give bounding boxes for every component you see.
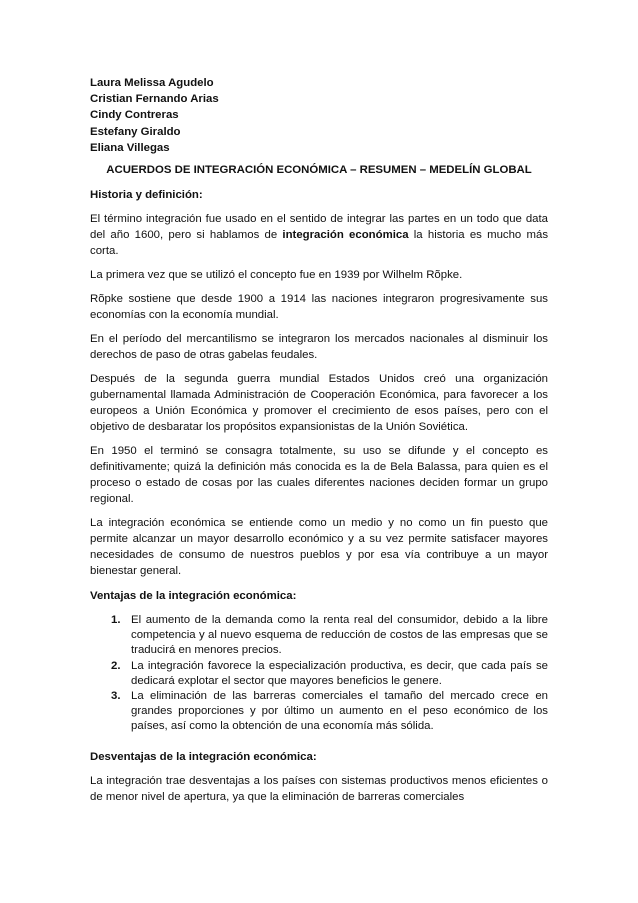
author-name: Cindy Contreras xyxy=(90,109,179,122)
paragraph-desventajas: La integración trae desventajas a los países con sistemas productivos menos eficientes o de menor nivel de apertura, ya que la eliminación de barreras comerciales xyxy=(90,774,548,803)
list-item xyxy=(90,689,548,735)
paragraph-6: En 1950 el terminó se consagra totalmente, su uso se difunde y el concepto es definitivamente; quizá la definición más conocida es la de Bela Balassa, para quien es el proceso o estado de cosas por las cuales diferentes naciones deciden formar un grupo regional. xyxy=(90,445,548,506)
list-item xyxy=(90,613,548,659)
paragraph-4: En el período del mercantilismo se integraron los mercados nacionales al disminuir los derechos de paso de otras gabelas feudales. xyxy=(90,333,548,362)
section-heading-desventajas: Desventajas de la integración económica: xyxy=(90,750,317,763)
list-item-text: La eliminación de las barreras comerciales el tamaño del mercado crece en grandes proporciones y por último un aumento en el peso económico de los países, así como la obtención de una economía más sólida. xyxy=(131,690,548,733)
author-name: Cristian Fernando Arias xyxy=(90,93,219,106)
list-number: 3. xyxy=(111,690,121,703)
advantages-list xyxy=(90,613,548,735)
author-name: Laura Melissa Agudelo xyxy=(90,77,214,89)
author-list xyxy=(90,75,548,156)
document-page xyxy=(90,75,548,805)
list-number: 2. xyxy=(111,659,121,672)
paragraph-text: la historia es mucho más corta. xyxy=(90,229,549,258)
paragraph-7: La integración económica se entiende como un medio y no como un fin puesto que permite alcanzar un mayor desarrollo económico y a su vez permite satisfacer mayores necesidades de consumo de nuestros pueblos y por esa vía contribuye a un mayor bienestar general. xyxy=(90,517,548,578)
paragraph-2: La primera vez que se utilizó el concepto fue en 1939 por Wilhelm Rõpke. xyxy=(90,269,463,282)
author-name: Estefany Giraldo xyxy=(90,125,181,138)
list-number: 1. xyxy=(111,614,121,627)
list-item xyxy=(90,659,548,689)
list-item-text: La integración favorece la especialización productiva, es decir, que cada país se dedicará explotar el sector que mayores beneficios le genere. xyxy=(131,659,548,687)
paragraph-3: Rõpke sostiene que desde 1900 a 1914 las naciones integraron progresivamente sus economías con la economía mundial. xyxy=(90,293,548,322)
author-name: Eliana Villegas xyxy=(90,141,170,154)
bold-term: integración económica xyxy=(282,229,409,242)
section-heading-historia: Historia y definición: xyxy=(90,189,203,202)
paragraph-1 xyxy=(90,211,548,259)
paragraph-text: El término integración fue usado en el sentido de integrar las partes en un todo que data del año 1600, pero si hablamos de xyxy=(90,213,548,242)
paragraph-5: Después de la segunda guerra mundial Estados Unidos creó una organización gubernamental llamada Administración de Cooperación Económica, para favorecer a los europeos a Unión Económica y promover el crecimiento de esos países, pero con el objetivo de desbaratar los propósitos expansionistas de la Unión Soviética. xyxy=(90,373,548,434)
list-item-text: El aumento de la demanda como la renta real del consumidor, debido a la libre competencia y al nuevo esquema de reducción de costos de las empresas que se traducirá en menores precios. xyxy=(131,614,548,657)
document-title: ACUERDOS DE INTEGRACIÓN ECONÓMICA – RESUMEN – MEDELÍN GLOBAL xyxy=(106,164,532,177)
section-heading-ventajas: Ventajas de la integración económica: xyxy=(90,590,297,603)
